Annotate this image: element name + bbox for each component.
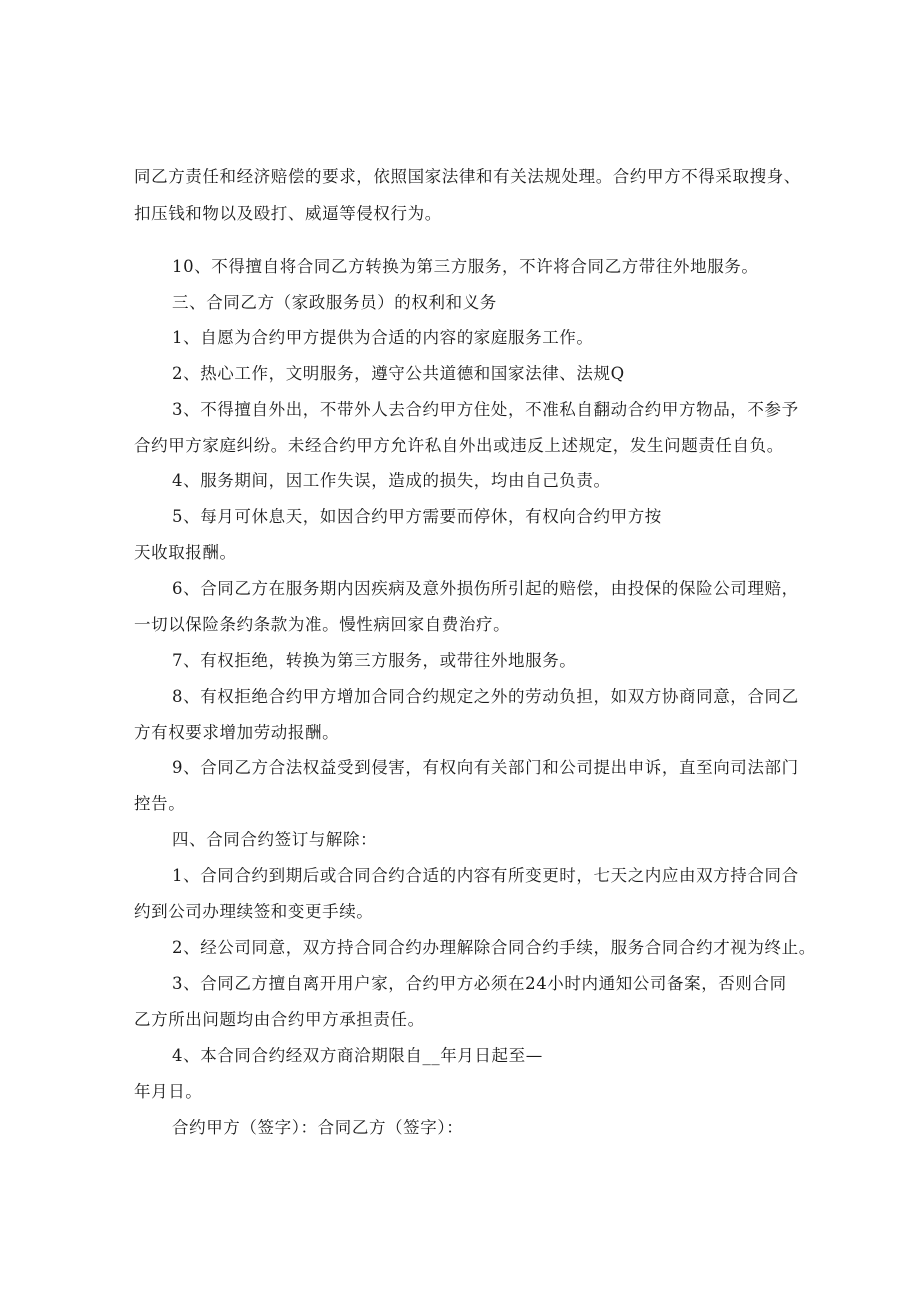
clause-3-cont: 合约甲方家庭纠纷。未经合约甲方允许私自外出或违反上述规定，发生问题责任自负。	[134, 436, 784, 455]
clause-2: 2、热心工作，文明服务，遵守公共道德和国家法律、法规Q	[172, 364, 625, 383]
clause-4-1: 1、合同合约到期后或合同合约合适的内容有所变更时，七天之内应由双方持合同合	[172, 866, 799, 885]
clause-10: 10、不得擅自将合同乙方转换为第三方服务，不许将合同乙方带往外地服务。	[172, 257, 759, 276]
clause-1: 1、自愿为合约甲方提供为合适的内容的家庭服务工作。	[172, 328, 594, 347]
section-heading-3: 三、合同乙方（家政服务员）的权利和义务	[172, 293, 497, 312]
clause-5: 5、每月可休息天，如因合约甲方需要而停休，有权向合约甲方按	[172, 507, 662, 526]
clause-6-cont: 一切以保险条约条款为准。慢性病回家自费治疗。	[134, 615, 511, 634]
clause-4-3: 3、合同乙方擅自离开用户家，合约甲方必须在24小时内通知公司备案，否则合同	[172, 974, 787, 993]
clause-4-3-cont: 乙方所出问题均由合约甲方承担责任。	[134, 1010, 425, 1029]
section-heading-4: 四、合同合约签订与解除：	[172, 830, 378, 849]
clause-3: 3、不得擅自外出，不带外人去合约甲方住处，不准私自翻动合约甲方物品，不参予	[172, 400, 799, 419]
clause-4-1-cont: 约到公司办理续签和变更手续。	[134, 902, 374, 921]
clause-6: 6、合同乙方在服务期内因疾病及意外损伤所引起的赔偿，由投保的保险公司理赔，	[172, 579, 799, 598]
body-line: 扣压钱和物以及殴打、威逼等侵权行为。	[134, 204, 442, 223]
clause-4-4: 4、本合同合约经双方商洽期限自__年月日起至—	[172, 1046, 543, 1065]
signature-line: 合约甲方（签字）：合同乙方（签字）：	[172, 1118, 464, 1137]
clause-4: 4、服务期间，因工作失误，造成的损失，均由自己负责。	[172, 471, 611, 490]
clause-7: 7、有权拒绝，转换为第三方服务，或带往外地服务。	[172, 651, 577, 670]
clause-9-cont: 控告。	[134, 794, 186, 813]
clause-5-cont: 天收取报酬。	[134, 543, 237, 562]
clause-8: 8、有权拒绝合约甲方增加合同合约规定之外的劳动负担，如双方协商同意，合同乙	[172, 687, 799, 706]
body-line: 同乙方责任和经济赔偿的要求，依照国家法律和有关法规处理。合约甲方不得采取搜身、	[134, 167, 801, 186]
clause-8-cont: 方有权要求增加劳动报酬。	[134, 723, 340, 742]
clause-9: 9、合同乙方合法权益受到侵害，有权向有关部门和公司提出申诉，直至向司法部门	[172, 758, 799, 777]
clause-4-2: 2、经公司同意，双方持合同合约办理解除合同合约手续，服务合同合约才视为终止。	[172, 938, 816, 957]
clause-4-4-cont: 年月日。	[134, 1082, 203, 1101]
